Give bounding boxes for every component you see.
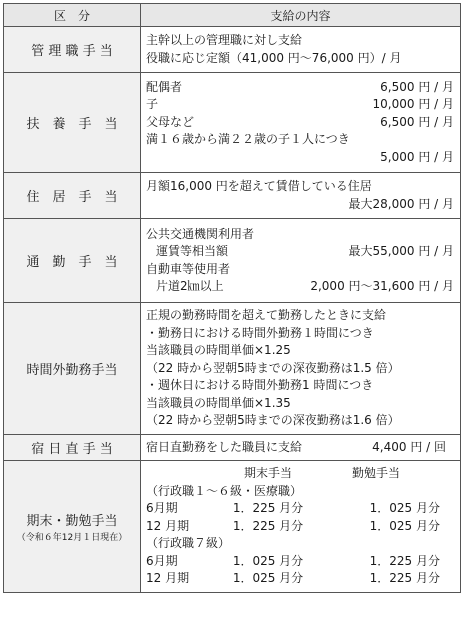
content-value: 5,000 円 / 月 <box>380 149 454 164</box>
content-line: 自動車等使用者 <box>146 261 231 276</box>
row-category: 管 理 職 手 当 <box>4 27 141 73</box>
table-row <box>4 461 461 593</box>
table-row <box>4 73 461 173</box>
category-label: 期末・勤勉手当 <box>26 514 118 529</box>
table-row <box>4 173 461 219</box>
bonus-header: 期末手当 勤勉手当 <box>243 466 401 481</box>
list-item: 片道2㎞以上 2,000 円～31,600 円 / 月 <box>156 279 454 293</box>
content-line: ・週休日における時間外勤務1 時間につき <box>146 378 374 393</box>
category-note: （令和６年12月１日現在） <box>16 533 128 543</box>
content-value: 最大28,000 円 / 月 <box>348 196 454 211</box>
header-content: 支給の内容 <box>141 4 461 27</box>
row-category <box>4 461 141 593</box>
list-item: 子 10,000 円 / 月 <box>146 97 454 112</box>
row-category: 住 居 手 当 <box>4 173 141 219</box>
row-category: 時間外勤務手当 <box>4 303 141 435</box>
list-item: 宿日直勤務をした職員に支給 4,400 円 / 回 <box>146 439 446 454</box>
content-line: 当該職員の時間単価×1.35 <box>146 395 291 410</box>
list-item: 父母など 6,500 円 / 月 <box>146 114 454 129</box>
list-item: 運賃等相当額 最大55,000 円 / 月 <box>156 244 454 258</box>
content-line: 月額16,000 円を超えて賃借している住居 <box>146 179 372 193</box>
row-content <box>141 303 461 435</box>
row-category: 扶 養 手 当 <box>4 73 141 173</box>
table-row <box>4 219 461 303</box>
content-line: ・勤務日における時間外勤務１時間につき <box>146 325 374 340</box>
bonus-rows: 6月期 1．025 月分 1．225 月分 12 月期 1．025 月分 1．225 月分 <box>146 553 440 586</box>
content-line: 役職に応じ定額（41,000 円～76,000 円）/ 月 <box>146 50 402 65</box>
row-category: 通 勤 手 当 <box>4 219 141 303</box>
header-category: 区 分 <box>4 4 141 27</box>
row-category: 宿 日 直 手 当 <box>4 435 141 461</box>
row-content <box>141 73 461 173</box>
row-content <box>141 219 461 303</box>
content-line: （行政職７級） <box>146 536 231 551</box>
content-line: （行政職１～６級・医療職） <box>146 483 303 498</box>
row-content <box>141 27 461 73</box>
content-line: 公共交通機関利用者 <box>146 226 255 241</box>
content-line: 正規の勤務時間を超えて勤務したときに支給 <box>146 308 387 323</box>
content-line: 満１６歳から満２２歳の子１人につき <box>146 132 350 147</box>
content-line: （22 時から翌朝5時までの深夜勤務は1.6 倍） <box>146 413 400 428</box>
bonus-rows: 6月期 1．225 月分 1．025 月分 12 月期 1．225 月分 1．025 月分 <box>146 501 440 533</box>
row-content <box>141 173 461 219</box>
row-content <box>141 435 461 461</box>
table-row <box>4 303 461 435</box>
allowance-table <box>3 3 461 593</box>
table-row <box>4 27 461 73</box>
content-line: 当該職員の時間単価×1.25 <box>146 343 291 358</box>
content-line: （22 時から翌朝5時までの深夜勤務は1.5 倍） <box>146 360 400 375</box>
table-header-row <box>4 4 461 27</box>
content-line: 主幹以上の管理職に対し支給 <box>146 33 303 47</box>
list-item: 配偶者 6,500 円 / 月 <box>146 79 454 94</box>
table-row <box>4 435 461 461</box>
row-content <box>141 461 461 593</box>
